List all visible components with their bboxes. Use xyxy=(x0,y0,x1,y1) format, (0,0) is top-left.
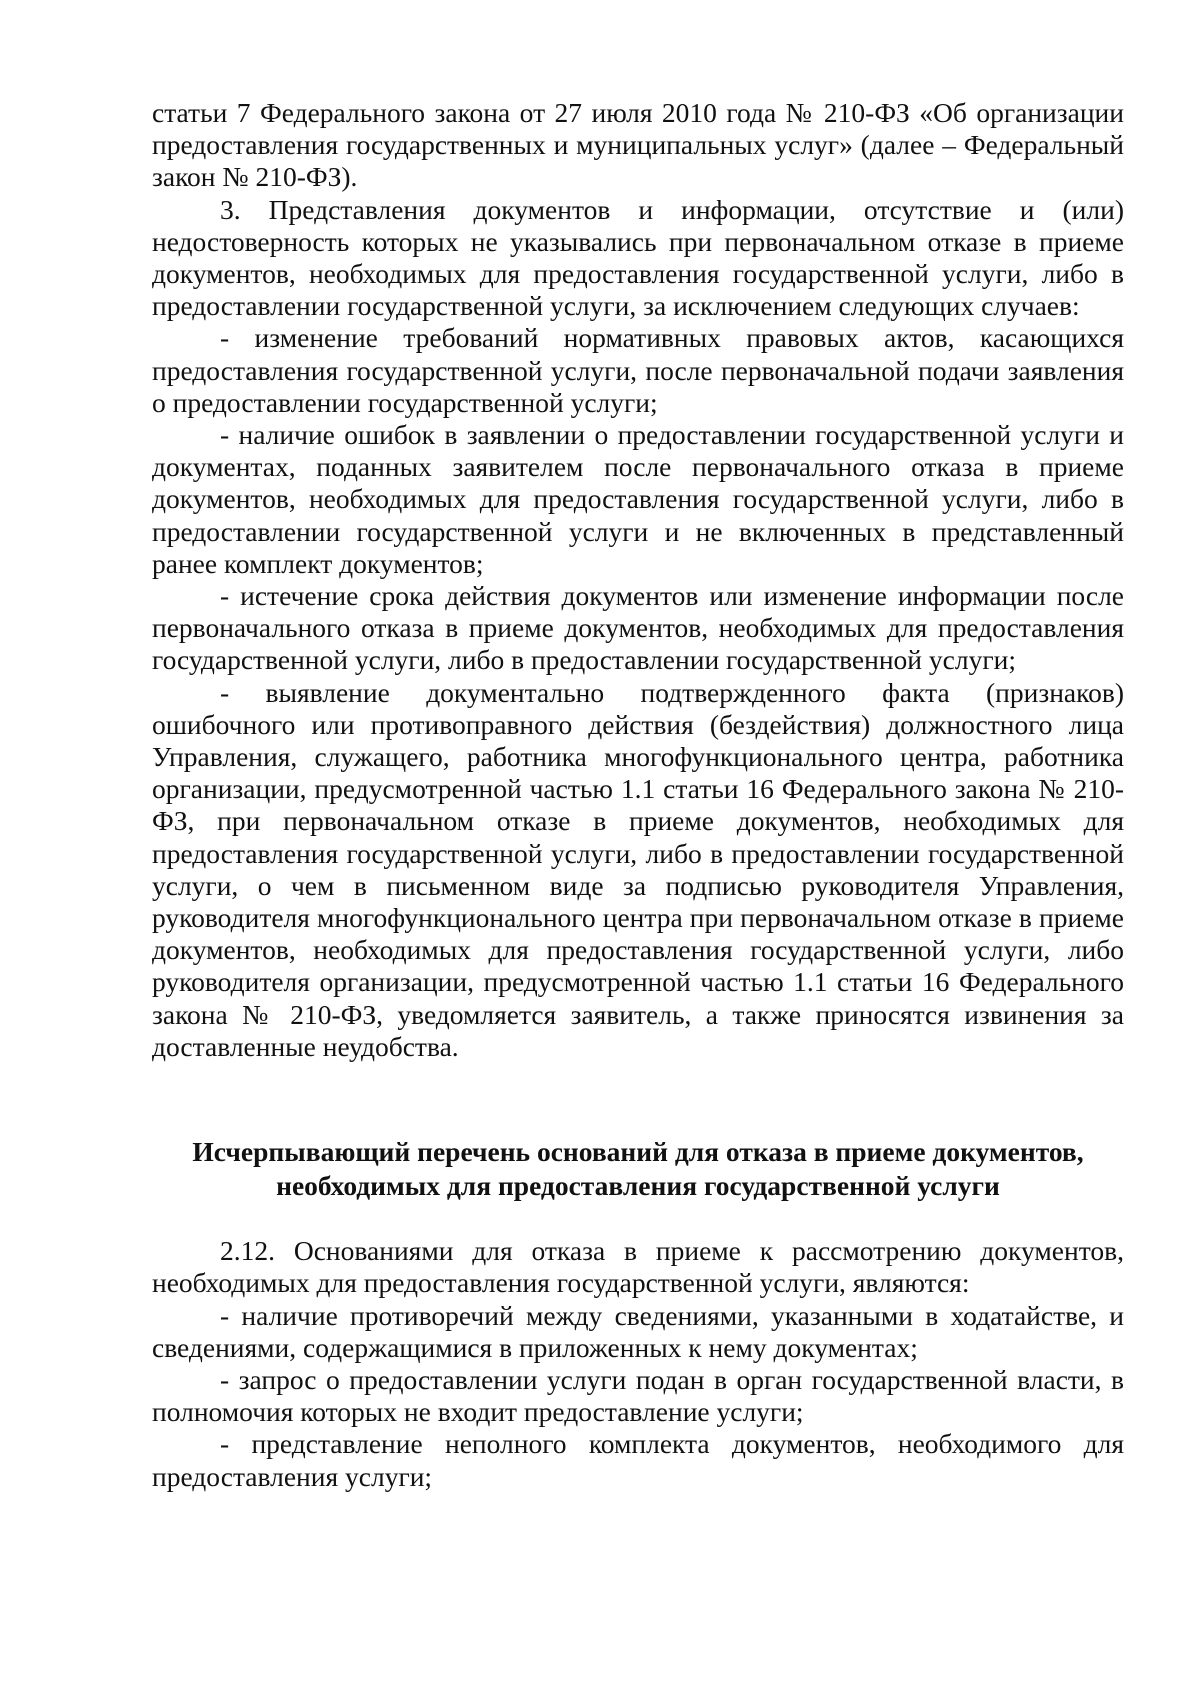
paragraph-item-2-12: 2.12. Основаниями для отказа в приеме к рассмотрению документов, необходимых для предоставления государственной услуги, являются: xyxy=(152,1235,1124,1299)
paragraph-bullet-misconduct: - выявление документально подтвержденного факта (признаков) ошибочного или противоправного действия (бездействия) должностного лица Управления, служащего, работника многофункционального центра, работника организации, предусмотренной частью 1.1 статьи 16 Федерального закона № 210-ФЗ, при первоначальном отказе в приеме документов, необходимых для предоставления государственной услуги, либо в предоставлении государственной услуги, о чем в письменном виде за подписью руководителя Управления, руководителя многофункционального центра при первоначальном отказе в приеме документов, необходимых для предоставления государственной услуги, либо руководителя организации, предусмотренной частью 1.1 статьи 16 Федерального закона № 210-ФЗ, уведомляется заявитель, а также приносятся извинения за доставленные неудобства. xyxy=(152,676,1124,1062)
paragraph-bullet-contradictions: - наличие противоречий между сведениями, указанными в ходатайстве, и сведениями, содержащимися в приложенных к нему документах; xyxy=(152,1299,1124,1363)
section-heading-line-1: Исчерпывающий перечень оснований для отказа в приеме документов, xyxy=(192,1136,1084,1168)
paragraph-bullet-wrong-authority: - запрос о предоставлении услуги подан в орган государственной власти, в полномочия которых не входит предоставление услуги; xyxy=(152,1363,1124,1428)
paragraph-bullet-requirements-change: - изменение требований нормативных правовых актов, касающихся предоставления государственной услуги, после первоначальной подачи заявления о предоставлении государственной услуги; xyxy=(152,322,1124,418)
section-heading-line-2: необходимых для предоставления государственной услуги xyxy=(276,1170,1000,1202)
paragraph-bullet-expiry: - истечение срока действия документов или изменение информации после первоначального отказа в приеме документов, необходимых для предоставления государственной услуги, либо в предоставлении государственной услуги; xyxy=(152,580,1124,676)
paragraph-bullet-errors: - наличие ошибок в заявлении о предоставлении государственной услуги и документах, поданных заявителем после первоначального отказа в приеме документов, необходимых для предоставления государственной услуги, либо в предоставлении государственной услуги и не включенных в представленный ранее комплект документов; xyxy=(152,419,1124,579)
document-body xyxy=(152,97,1124,1493)
paragraph-law-reference: статьи 7 Федерального закона от 27 июля 2010 года № 210-ФЗ «Об организации предоставления государственных и муниципальных услуг» (далее – Федеральный закон № 210-ФЗ). xyxy=(152,97,1124,193)
paragraph-item-3: 3. Представления документов и информации, отсутствие и (или) недостоверность которых не указывались при первоначальном отказе в приеме документов, необходимых для предоставления государственной услуги, либо в предоставлении государственной услуги, за исключением следующих случаев: xyxy=(152,193,1124,322)
section-heading xyxy=(152,1135,1124,1203)
paragraph-bullet-incomplete-set: - представление неполного комплекта документов, необходимого для предоставления услуги; xyxy=(152,1428,1124,1492)
